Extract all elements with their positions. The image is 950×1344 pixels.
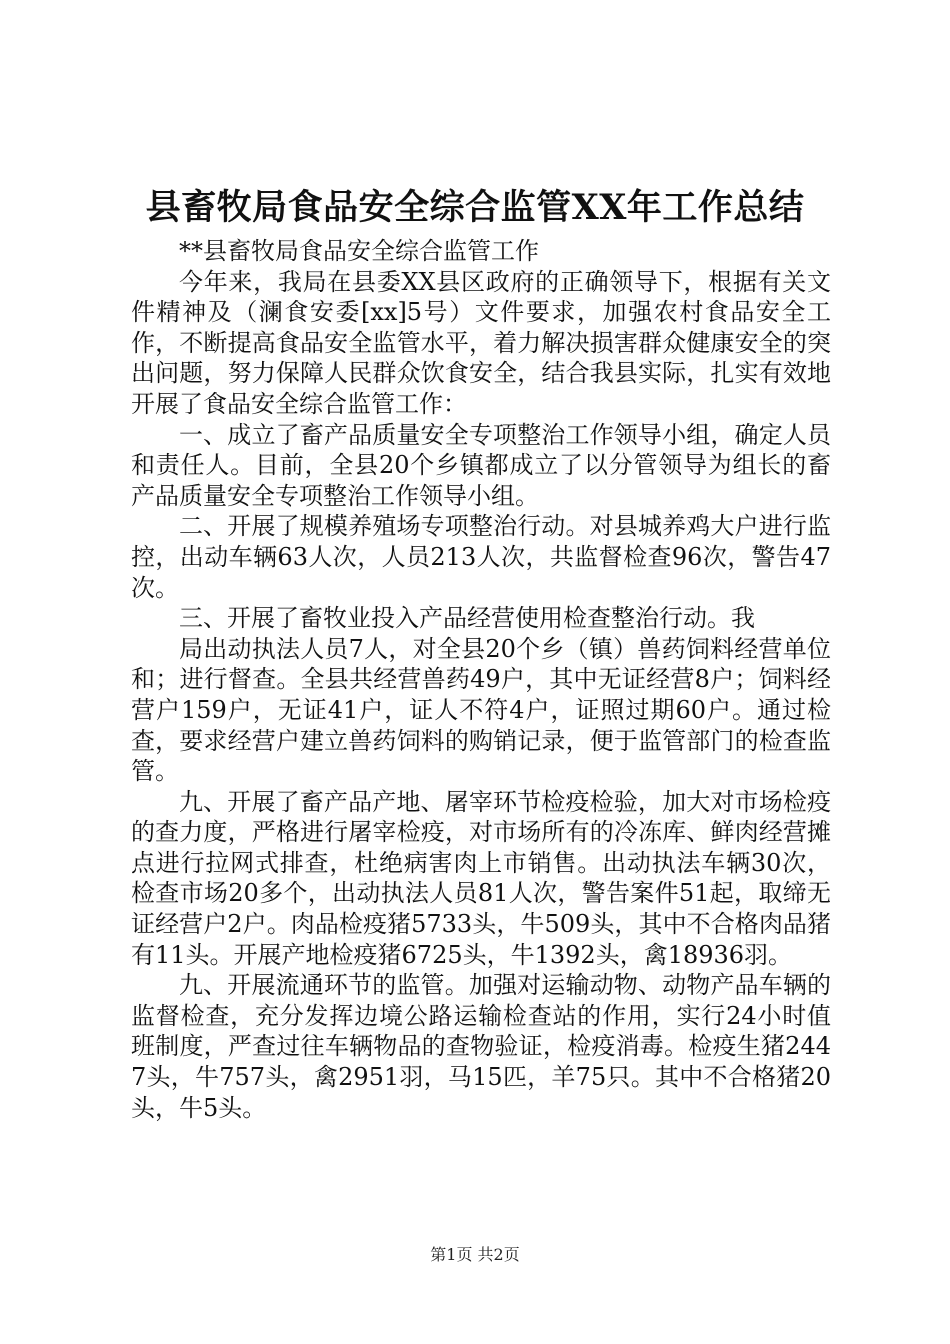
section-9a-paragraph: 九、开展了畜产品产地、屠宰环节检疫检验，加大对市场检疫的查力度，严格进行屠宰检疫，对市场所有的冷冻库、鲜肉经营摊点进行拉网式排查，杜绝病害肉上市销售。出动执法车辆30次，检查市场20多个，出动执法人员81人次，警告案件51起，取缔无证经营户2户。肉品检疫猪5733头，牛509头，其中不合格肉品猪有11头。开展产地检疫猪6725头，牛1392头，禽18936羽。 bbox=[131, 787, 831, 969]
document-title: 县畜牧局食品安全综合监管XX年工作总结 bbox=[145, 187, 805, 228]
document-body bbox=[131, 236, 831, 1123]
subheading-paragraph: **县畜牧局食品安全综合监管工作 bbox=[179, 237, 539, 265]
section-3-heading-paragraph: 三、开展了畜牧业投入产品经营使用检查整治行动。我 bbox=[179, 604, 755, 633]
section-3-body-paragraph: 局出动执法人员7人，对全县20个乡（镇）兽药饲料经营单位和；进行督查。全县共经营兽药49户，其中无证经营8户；饲料经营户159户，无证41户，证人不符4户，证照过期60户。通过检查，要求经营户建立兽药饲料的购销记录，便于监管部门的检查监管。 bbox=[131, 634, 831, 786]
section-2-paragraph: 二、开展了规模养殖场专项整治行动。对县城养鸡大户进行监控，出动车辆63人次，人员213人次，共监督检查96次，警告47次。 bbox=[131, 512, 831, 602]
intro-paragraph: 今年来，我局在县委XX县区政府的正确领导下，根据有关文件精神及（澜食安委[xx]5号）文件要求，加强农村食品安全工作，不断提高食品安全监管水平，着力解决损害群众健康安全的突出问题，努力保障人民群众饮食安全，结合我县实际，扎实有效地开展了食品安全综合监管工作： bbox=[131, 267, 831, 418]
section-9b-paragraph: 九、开展流通环节的监管。加强对运输动物、动物产品车辆的监督检查，充分发挥边境公路运输检查站的作用，实行24小时值班制度，严查过往车辆物品的查物验证，检疫消毒。检疫生猪2447头，牛757头，禽2951羽，马15匹，羊75只。其中不合格猪20头，牛5头。 bbox=[131, 971, 831, 1122]
page-footer: 第1页 共2页 bbox=[430, 1245, 520, 1264]
section-1-paragraph: 一、成立了畜产品质量安全专项整治工作领导小组，确定人员和责任人。目前，全县20个乡镇都成立了以分管领导为组长的畜产品质量安全专项整治工作领导小组。 bbox=[131, 420, 831, 510]
